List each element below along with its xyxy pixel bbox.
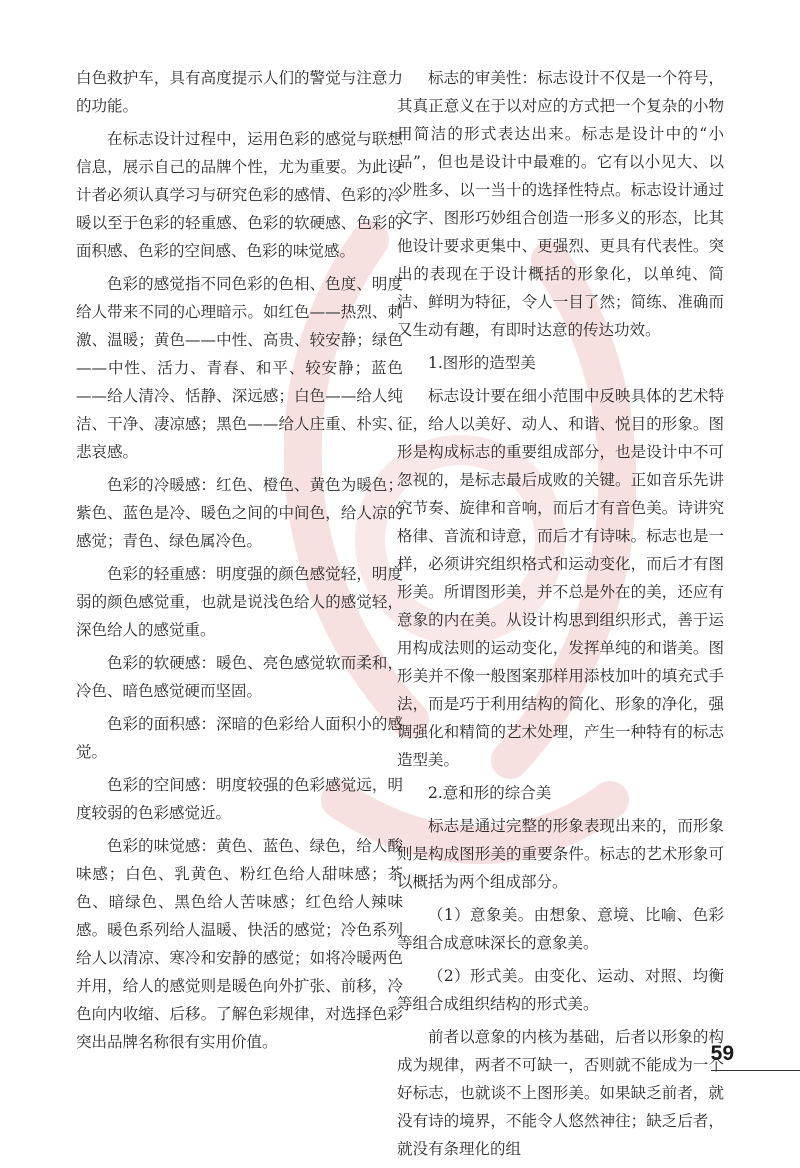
right-column xyxy=(397,64,724,1168)
paragraph: （1）意象美。由想象、意境、比喻、色彩等组合成意味深长的意象美。 xyxy=(397,906,724,952)
page-number: 59 xyxy=(710,1042,734,1065)
paragraph: 色彩的面积感：深暗的色彩给人面积小的感觉。 xyxy=(76,715,403,761)
paragraph: 色彩的冷暖感：红色、橙色、黄色为暖色；紫色、蓝色是冷、暖色之间的中间色，给人凉的感觉；青色、绿色属冷色。 xyxy=(76,476,403,550)
paragraph: 标志是通过完整的形象表现出来的，而形象则是构成图形美的重要条件。标志的艺术形象可以概括为两个组成部分。 xyxy=(397,817,724,891)
paragraph: 标志的审美性：标志设计不仅是一个符号，其真正意义在于以对应的方式把一个复杂的小物用简洁的形式表达出来。标志是设计中的“小品”，但也是设计中最难的。它有以小见大、以少胜多、以一当十的选择性特点。标志设计通过文字、图形巧妙组合创造一形多义的形态，比其他设计要求更集中、更强烈、更具有代表性。突出的表现在于设计概括的形象化，以单纯、简洁、鲜明为特征，令人一目了然；简练、准确而又生动有趣，有即时达意的传达功效。 xyxy=(397,69,724,339)
paragraph: 标志设计要在细小范围中反映具体的艺术特征，给人以美好、动人、和谐、悦目的形象。图形是构成标志的重要组成部分，也是设计中不可忽视的，是标志最后成败的关键。正如音乐先讲究节奏、旋律和音响，而后才有音色美。诗讲究格律、音流和诗意，而后才有诗味。标志也是一样，必须讲究组织格式和运动变化，而后才有图形美。所谓图形美，并不总是外在的美，还应有意象的内在美。从设计构思到组织形式，善于运用构成法则的运动变化，发挥单纯的和谐美。图形美并不像一般图案那样用添枝加叶的填充式手法，而是巧于利用结构的简化、形象的净化，强调强化和精简的艺术处理，产生一种特有的标志造型美。 xyxy=(397,387,724,769)
paragraph: 1.图形的造型美 xyxy=(428,354,536,372)
paragraph: 白色救护车，具有高度提示人们的警觉与注意力的功能。 xyxy=(76,69,403,115)
paragraph: 色彩的轻重感：明度强的颜色感觉轻，明度弱的颜色感觉重，也就是说浅色给人的感觉轻，深色给人的感觉重。 xyxy=(76,565,403,639)
paragraph: 前者以意象的内核为基础，后者以形象的构成为规律，两者不可缺一，否则就不能成为一个好标志，也就谈不上图形美。如果缺乏前者，就没有诗的境界，不能令人悠然神往；缺乏后者，就没有条理化的组 xyxy=(397,1028,724,1158)
paragraph: 色彩的感觉指不同色彩的色相、色度、明度给人带来不同的心理暗示。如红色——热烈、刺激、温暖；黄色——中性、高贵、较安静；绿色——中性、活力、青春、和平、较安静；蓝色——给人清冷、恬静、深远感；白色——给人纯洁、干净、凄凉感；黑色——给人庄重、朴实、悲哀感。 xyxy=(76,275,403,461)
left-column xyxy=(76,64,403,1061)
paragraph: 色彩的空间感：明度较强的色彩感觉远，明度较弱的色彩感觉近。 xyxy=(76,776,403,822)
footer-rule xyxy=(711,1070,800,1071)
paragraph: 色彩的软硬感：暖色、亮色感觉软而柔和，冷色、暗色感觉硬而坚固。 xyxy=(76,654,403,700)
paragraph: 在标志设计过程中，运用色彩的感觉与联想信息，展示自己的品牌个性，尤为重要。为此设计者必须认真学习与研究色彩的感情、色彩的冷暖以至于色彩的轻重感、色彩的软硬感、色彩的面积感、色彩的空间感、色彩的味觉感。 xyxy=(76,130,403,260)
paragraph: （2）形式美。由变化、运动、对照、均衡等组合成组织结构的形式美。 xyxy=(397,967,724,1013)
paragraph: 2.意和形的综合美 xyxy=(428,784,552,802)
paragraph: 色彩的味觉感：黄色、蓝色、绿色，给人酸味感；白色、乳黄色、粉红色给人甜味感；茶色、暗绿色、黑色给人苦味感；红色给人辣味感。暖色系列给人温暖、快活的感觉；冷色系列给人以清凉、寒冷和安静的感觉；如将冷暖两色并用，给人的感觉则是暖色向外扩张、前移，冷色向内收缩、后移。了解色彩规律，对选择色彩突出品牌名称很有实用价值。 xyxy=(76,837,403,1051)
